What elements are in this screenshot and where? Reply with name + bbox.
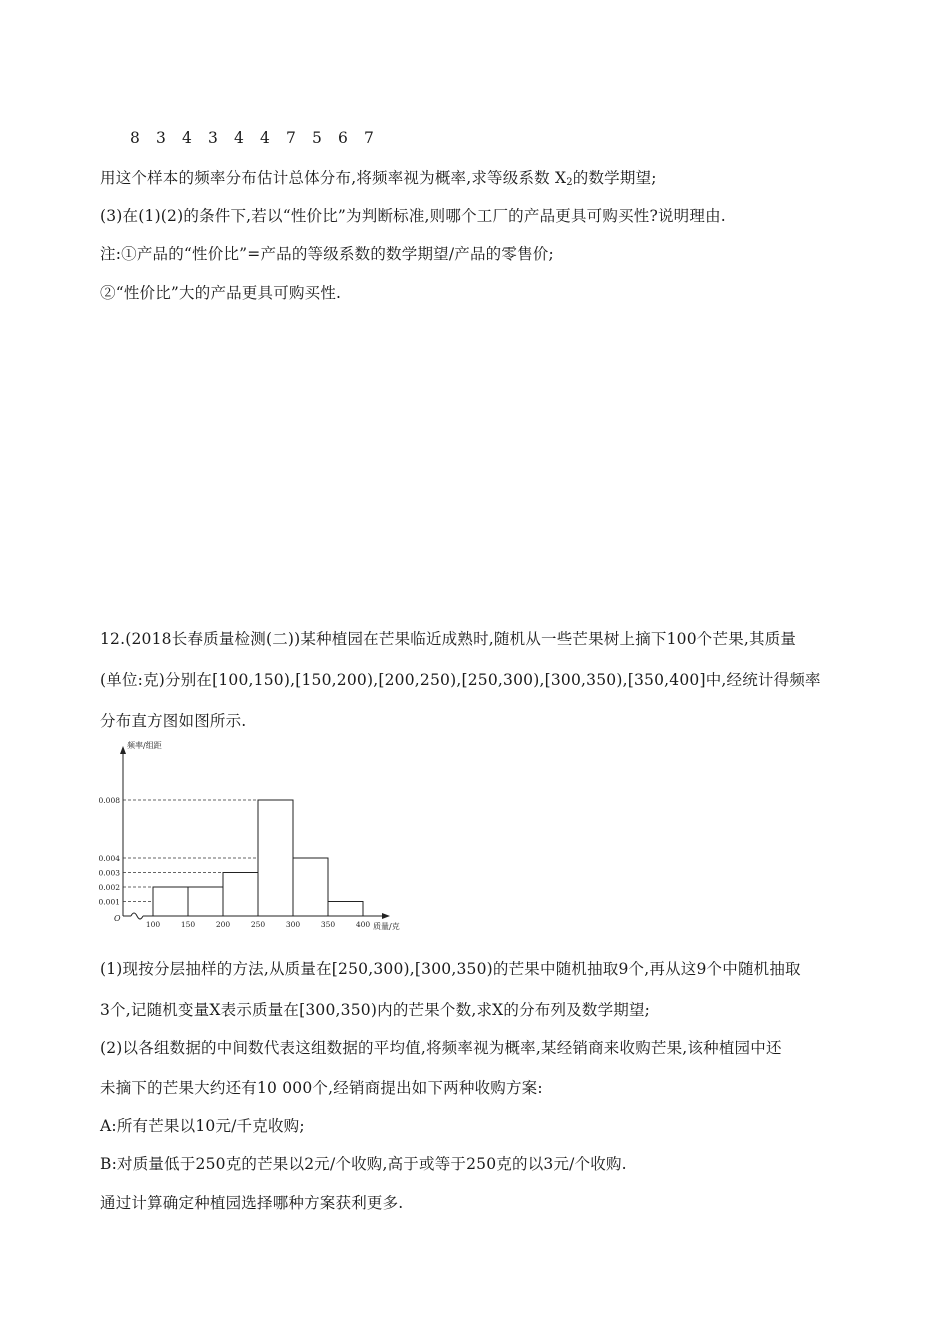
sample-value: 3 bbox=[208, 129, 218, 147]
y-tick-label: 0.001 bbox=[98, 897, 120, 907]
histogram-bar bbox=[188, 887, 223, 916]
q12-part2-line1: (2)以各组数据的中间数代表这组数据的平均值,将频率视为概率,某经销商来收购芒果,该种植园中还 bbox=[100, 1039, 782, 1057]
text-run: 用这个样本的频率分布估计总体分布,将频率视为概率,求等级系数 X bbox=[100, 169, 567, 187]
histogram-bar bbox=[223, 873, 258, 917]
subscript: 2 bbox=[566, 177, 573, 188]
x-tick-label: 350 bbox=[320, 920, 336, 929]
q12-stem-line2: (单位:克)分别在[100,150),[150,200),[200,250),[250,300),[300,350),[350,400]中,经统计得频率 bbox=[100, 671, 821, 689]
q11-part2-question bbox=[100, 166, 657, 188]
q12-part2-line2: 未摘下的芒果大约还有10 000个,经销商提出如下两种收购方案: bbox=[100, 1079, 543, 1097]
y-tick-label: 0.008 bbox=[98, 796, 120, 805]
x-tick-label: 400 bbox=[355, 920, 371, 929]
y-tick-label: 0.004 bbox=[98, 854, 120, 863]
q12-stem-line1: 12.(2018长春质量检测(二))某种植园在芒果临近成熟时,随机从一些芒果树上摘下100个芒果,其质量 bbox=[100, 630, 797, 648]
x-tick-label: 150 bbox=[180, 920, 196, 929]
y-axis-arrow bbox=[120, 746, 126, 754]
histogram-bar bbox=[328, 902, 363, 917]
sample-value: 7 bbox=[286, 129, 296, 147]
x-tick-label: 250 bbox=[250, 920, 266, 929]
option-a: A:所有芒果以10元/千克收购; bbox=[100, 1117, 305, 1135]
x-axis-label: 质量/克 bbox=[373, 922, 400, 931]
sample-value: 4 bbox=[234, 129, 244, 147]
q12-conclusion: 通过计算确定种植园选择哪种方案获利更多. bbox=[100, 1194, 404, 1212]
sample-value: 7 bbox=[364, 129, 374, 147]
sample-value: 5 bbox=[312, 129, 322, 147]
sample-value: 4 bbox=[260, 129, 270, 147]
q11-part3-question: (3)在(1)(2)的条件下,若以“性价比”为判断标准,则哪个工厂的产品更具可购买性?说明理由. bbox=[100, 207, 726, 225]
sample-values-row bbox=[130, 129, 390, 147]
frequency-histogram bbox=[92, 736, 422, 936]
q12-stem-line3: 分布直方图如图所示. bbox=[100, 712, 247, 730]
x-tick-label: 100 bbox=[145, 920, 161, 929]
note-1: 注:①产品的“性价比”=产品的等级系数的数学期望/产品的零售价; bbox=[100, 245, 554, 263]
y-tick-label: 0.003 bbox=[98, 868, 120, 878]
histogram-bar bbox=[153, 887, 188, 916]
q12-part1-line2: 3个,记随机变量X表示质量在[300,350)内的芒果个数,求X的分布列及数学期望; bbox=[100, 1001, 651, 1019]
histogram-bar bbox=[293, 858, 328, 916]
sample-value: 8 bbox=[130, 129, 140, 147]
x-axis-break bbox=[131, 913, 143, 919]
option-b: B:对质量低于250克的芒果以2元/个收购,高于或等于250克的以3元/个收购. bbox=[100, 1155, 627, 1173]
x-axis-arrow bbox=[382, 913, 390, 919]
y-axis-label: 频率/组距 bbox=[127, 741, 162, 750]
y-tick-label: 0.002 bbox=[98, 883, 120, 892]
x-tick-label: 300 bbox=[285, 920, 301, 929]
q12-part1-line1: (1)现按分层抽样的方法,从质量在[250,300),[300,350)的芒果中随机抽取9个,再从这9个中随机抽取 bbox=[100, 960, 801, 978]
sample-value: 6 bbox=[338, 129, 348, 147]
sample-value: 4 bbox=[182, 129, 192, 147]
origin-label: O bbox=[114, 914, 121, 923]
x-tick-label: 200 bbox=[215, 920, 231, 929]
text-run: 的数学期望; bbox=[572, 169, 657, 187]
note-2: ②“性价比”大的产品更具可购买性. bbox=[100, 284, 342, 302]
sample-value: 3 bbox=[156, 129, 166, 147]
histogram-bar bbox=[258, 800, 293, 916]
